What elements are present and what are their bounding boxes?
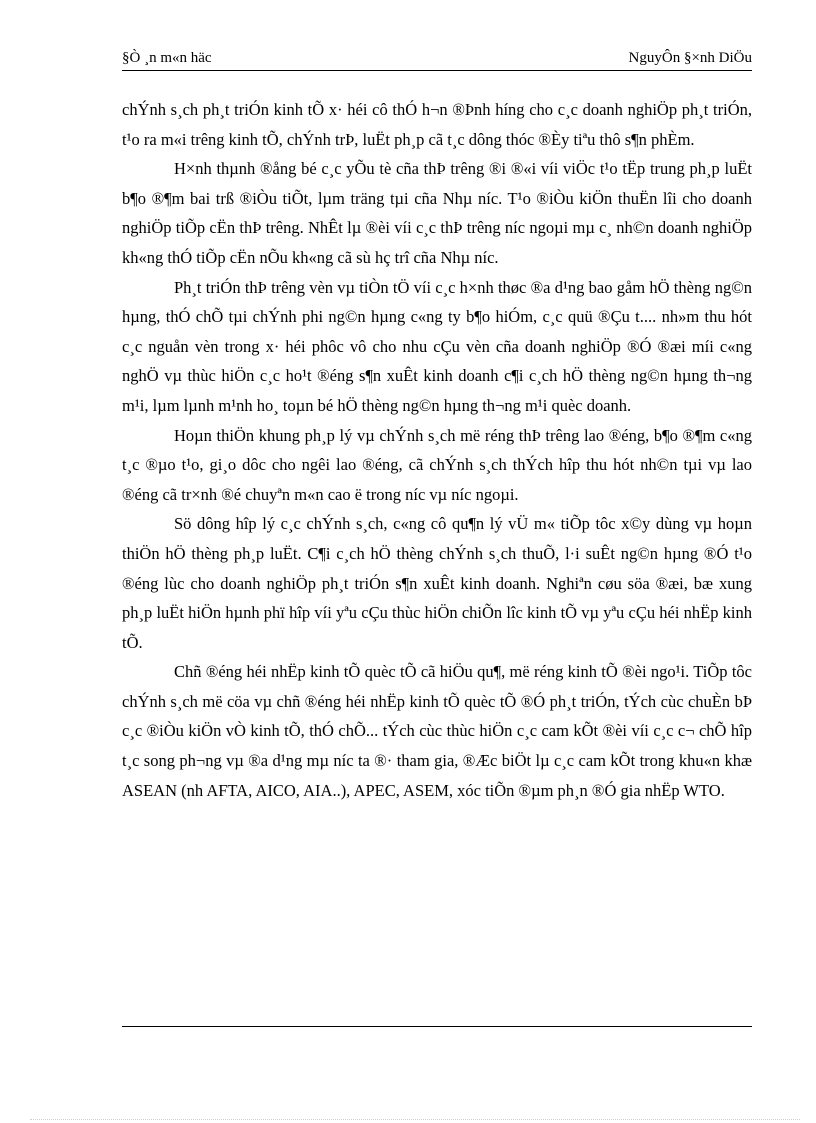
paragraph-6: Chñ ®éng héi nhËp kinh tÕ quèc tÕ cã hiÖu qu¶, më réng kinh tÕ ®èi ngo¹i. TiÕp tôc chÝnh s¸ch më cöa vµ chñ ®éng héi nhËp kinh tÕ quèc tÕ ®Ó ph¸t triÓn, tÝch cùc chuÈn bÞ c¸c ®iÒu kiÖn vÒ kinh tÕ, thÓ chÕ... tÝch cùc thùc hiÖn c¸c cam kÕt ®èi víi c¸c c¬ chÕ hîp t¸c song ph¬ng vµ ®a d¹ng mµ níc ta ®· tham gia, ®Æc biÖt lµ c¸c cam kÕt trong khu«n khæ ASEAN (nh AFTA, AICO, AIA..), APEC, ASEM, xóc tiÕn ®µm ph¸n ®Ó gia nhËp WTO. <box>122 662 752 800</box>
paragraph-1: chÝnh s¸ch ph¸t triÓn kinh tÕ x· héi cô thÓ h¬n ®Þnh híng cho c¸c doanh nghiÖp ph¸t triÓn, t¹o ra m«i trêng kinh tÕ, chÝnh trÞ, luËt ph¸p cã t¸c dông thóc ®Èy tiªu thô s¶n phÈm. <box>122 100 752 149</box>
header-course-title: §Ò ¸n m«n häc <box>122 50 212 66</box>
footer-divider <box>122 1026 752 1027</box>
page-break-line <box>30 1119 800 1120</box>
paragraph-3: Ph¸t triÓn thÞ trêng vèn vµ tiÒn tÖ víi c¸c h×nh thøc ®a d¹ng bao gåm hÖ thèng ng©n hµng, thÓ chÕ tµi chÝnh phi ng©n hµng c«ng ty b¶o hiÓm, c¸c quü ®Çu t.... nh»m thu hót c¸c nguån vèn trong x· héi phôc vô cho nhu cÇu vèn cña doanh nghiÖp ®Ó ®æi míi c«ng nghÖ vµ thùc hiÖn c¸c ho¹t ®éng s¶n xuÊt kinh doanh c¶i c¸ch hÖ thèng ng©n hµng th¬ng m¹i, lµm lµnh m¹nh ho¸ toµn bé hÖ thèng ng©n hµng th¬ng m¹i quèc doanh. <box>122 277 752 415</box>
header-author-name: NguyÔn §×nh DiÖu <box>628 50 752 66</box>
body-text <box>122 95 752 805</box>
paragraph-4: Hoµn thiÖn khung ph¸p lý vµ chÝnh s¸ch më réng thÞ trêng lao ®éng, b¶o ®¶m c«ng t¸c ®µo t¹o, gi¸o dôc cho ngêi lao ®éng, cã chÝnh s¸ch thÝch hîp thu hót nh©n tµi vµ lao ®éng cã tr×nh ®é chuyªn m«n cao ë trong níc vµ níc ngoµi. <box>122 425 752 504</box>
paragraph-2: H×nh thµnh ®ång bé c¸c yÕu tè cña thÞ trêng ®i ®«i víi viÖc t¹o tËp trung ph¸p luËt b¶o ®¶m bai trß ®iÒu tiÕt, lµm träng tµi cña Nhµ níc. T¹o ®iÒu kiÖn thuËn lîi cho doanh nghiÖp tiÕp cËn thÞ trêng. NhÊt lµ ®èi víi c¸c thÞ trêng níc ngoµi mµ c¸ nh©n doanh nghiÖp kh«ng thÓ tiÕp cËn nÕu kh«ng cã sù hç trî cña Nhµ níc. <box>122 159 752 267</box>
page-header <box>122 50 752 71</box>
paragraph-5: Sö dông hîp lý c¸c chÝnh s¸ch, c«ng cô qu¶n lý vÜ m« tiÕp tôc x©y dùng vµ hoµn thiÖn hÖ thèng ph¸p luËt. C¶i c¸ch hÖ thèng chÝnh s¸ch thuÕ, l·i suÊt ng©n hµng ®Ó t¹o ®éng lùc cho doanh nghiÖp ph¸t triÓn s¶n xuÊt kinh doanh. Nghiªn cøu söa ®æi, bæ xung ph¸p luËt hiÖn hµnh phï hîp víi yªu cÇu thùc hiÖn chiÕn lîc kinh tÕ vµ yªu cÇu héi nhËp kinh tÕ. <box>122 514 752 652</box>
